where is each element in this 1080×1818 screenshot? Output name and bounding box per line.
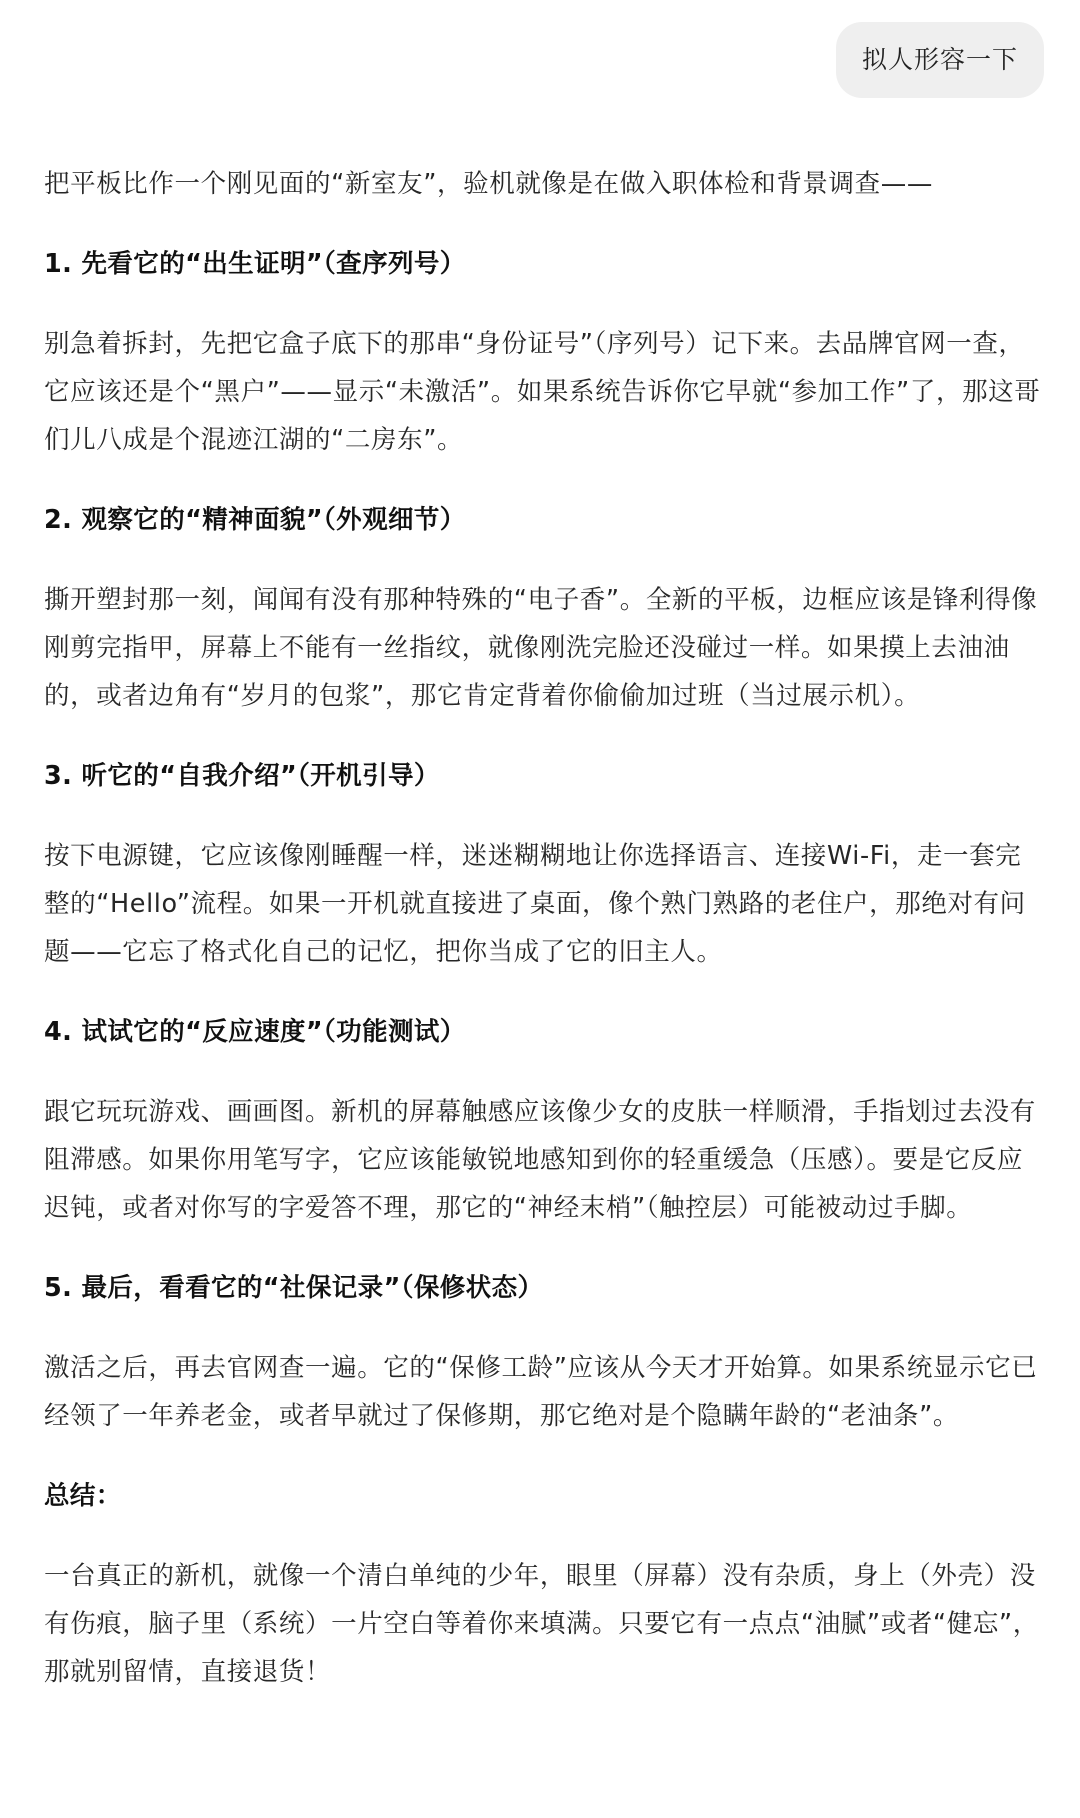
section-heading-2: 2. 观察它的“精神面貌”（外观细节） [44, 505, 466, 535]
section-body-2: 撕开塑封那一刻，闻闻有没有那种特殊的“电子香”。全新的平板，边框应该是锋利得像刚剪完指甲，屏幕上不能有一丝指纹，就像刚洗完脸还没碰过一样。如果摸上去油油的，或者边角有“岁月的包浆”，那它肯定背着你偷偷加过班（当过展示机）。 [44, 585, 1038, 711]
section-heading-4: 4. 试试它的“反应速度”（功能测试） [44, 1017, 466, 1047]
user-message-bubble[interactable]: 拟人形容一下 [836, 22, 1044, 98]
section-heading-1: 1. 先看它的“出生证明”（查序列号） [44, 249, 466, 279]
reply-intro: 把平板比作一个刚见面的“新室友”，验机就像是在做入职体检和背景调查—— [44, 169, 933, 199]
section-body-4: 跟它玩玩游戏、画画图。新机的屏幕触感应该像少女的皮肤一样顺滑，手指划过去没有阻滞感。如果你用笔写字，它应该能敏锐地感知到你的轻重缓急（压感）。要是它反应迟钝，或者对你写的字爱答不理，那它的“神经末梢”（触控层）可能被动过手脚。 [44, 1097, 1036, 1223]
section-body-5: 激活之后，再去官网查一遍。它的“保修工龄”应该从今天才开始算。如果系统显示它已经领了一年养老金，或者早就过了保修期，那它绝对是个隐瞒年龄的“老油条”。 [44, 1353, 1038, 1431]
assistant-reply [44, 160, 1044, 1696]
section-body-1: 别急着拆封，先把它盒子底下的那串“身份证号”（序列号）记下来。去品牌官网一查，它应该还是个“黑户”——显示“未激活”。如果系统告诉你它早就“参加工作”了，那这哥们儿八成是个混迹江湖的“二房东”。 [44, 329, 1041, 455]
user-message-row [0, 0, 1080, 98]
section-heading-5: 5. 最后，看看它的“社保记录”（保修状态） [44, 1273, 544, 1303]
section-body-3: 按下电源键，它应该像刚睡醒一样，迷迷糊糊地让你选择语言、连接Wi-Fi，走一套完整的“Hello”流程。如果一开机就直接进了桌面，像个熟门熟路的老住户，那绝对有问题——它忘了格式化自己的记忆，把你当成了它的旧主人。 [44, 841, 1026, 967]
summary-heading: 总结： [44, 1481, 122, 1511]
summary-body: 一台真正的新机，就像一个清白单纯的少年，眼里（屏幕）没有杂质，身上（外壳）没有伤痕，脑子里（系统）一片空白等着你来填满。只要它有一点点“油腻”或者“健忘”，那就别留情，直接退货！ [44, 1561, 1039, 1687]
section-heading-3: 3. 听它的“自我介绍”（开机引导） [44, 761, 440, 791]
